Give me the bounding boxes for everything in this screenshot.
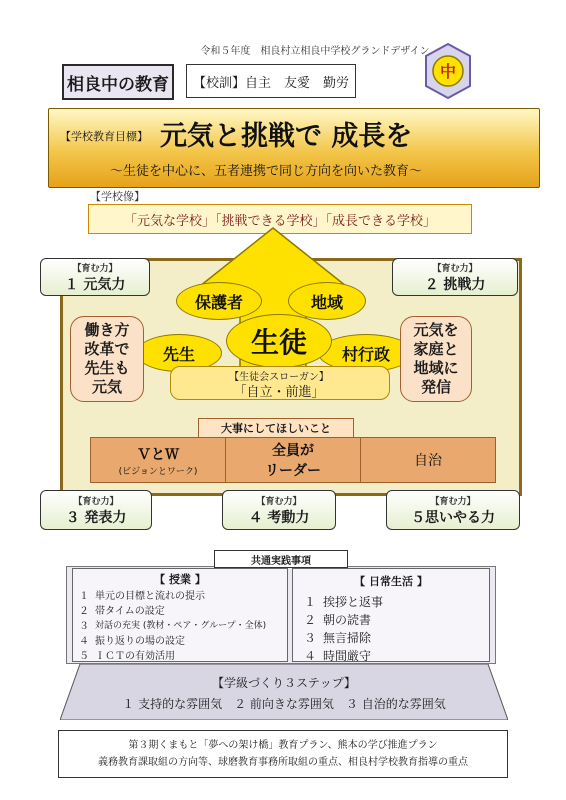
power-label-5: ５思いやる力	[411, 509, 495, 526]
power-tag: 【育む力】	[256, 496, 302, 507]
lesson-num: ４	[79, 636, 89, 647]
daily-item	[297, 593, 489, 611]
side-left-line-2: 改革で	[84, 340, 130, 358]
lesson-text: 対話の充実 (教材・ペア・グループ・全体)	[95, 621, 267, 631]
school-image-tag: 【学校像】	[90, 190, 145, 203]
school-emblem-icon	[420, 42, 476, 100]
goal-tag: 【学校教育目標】	[60, 130, 148, 143]
daily-num: ４	[303, 649, 316, 663]
power-label-2: ２ 挑戦力	[424, 276, 486, 293]
daily-item	[297, 647, 489, 665]
side-right-box	[400, 316, 472, 402]
important-cell-1	[91, 438, 226, 482]
lesson-text: ＩＣＴの有効活用	[95, 651, 175, 662]
side-right-line-3: 地域に	[413, 359, 459, 377]
power-label-1: １ 元気力	[64, 276, 126, 293]
footer-line-1: 第３期くまもと「夢への架け橋」教育プラン、熊本の学び推進プラン	[128, 740, 438, 751]
oval-community: 地域	[288, 282, 366, 320]
daily-item	[297, 611, 489, 629]
important-row	[90, 437, 496, 483]
lesson-text: 単元の目標と流れの提示	[95, 591, 205, 602]
slogan-text: 「自立・前進」	[233, 385, 325, 400]
daily-text: 無言掃除	[323, 631, 372, 645]
power-tag: 【育む力】	[432, 263, 478, 274]
slogan-tag: 【生徒会スローガン】	[229, 372, 329, 383]
footer-box	[58, 730, 508, 778]
power-box-2	[392, 258, 518, 296]
class-steps-text: １ 支持的な雰囲気 ２ 前向きな雰囲気 ３ 自治的な雰囲気	[122, 697, 446, 711]
power-box-4	[222, 490, 336, 530]
common-label: 共通実践事項	[214, 550, 348, 568]
goal-sub-text: ～生徒を中心に、五者連携で同じ方向を向いた教育～	[110, 164, 423, 179]
side-right-line-2: 家庭と	[413, 340, 459, 358]
side-left-line-3: 先生も	[84, 359, 130, 377]
page-header: 令和５年度 相良村立相良中学校グランドデザイン	[200, 46, 430, 57]
side-right-line-4: 発信	[420, 378, 451, 396]
lesson-text: 帯タイムの設定	[95, 606, 165, 617]
power-box-1	[40, 258, 150, 296]
daily-column	[292, 568, 490, 662]
power-box-3	[40, 490, 152, 530]
power-tag: 【育む力】	[72, 263, 118, 274]
daily-num: １	[303, 595, 316, 609]
important-cell-1-sub: (ビジョンとワーク)	[118, 466, 198, 477]
lesson-num: ２	[79, 606, 89, 617]
lessons-title: 【 授業 】	[154, 573, 206, 586]
power-box-5	[386, 490, 520, 530]
important-cell-3-main: 自治	[414, 453, 442, 469]
footer-line-2: 義務教育課取組の方向等、球磨教育事務所取組の重点、相良村学校教育指導の重点	[98, 757, 468, 768]
daily-text: 挨拶と返事	[323, 595, 384, 609]
daily-text: 朝の読書	[323, 613, 372, 627]
lesson-item	[73, 619, 287, 634]
important-cell-2-sub: リーダー	[265, 463, 321, 479]
lesson-text: 振り返りの場の設定	[95, 636, 185, 647]
lesson-num: ３	[79, 621, 89, 632]
daily-text: 時間厳守	[323, 649, 372, 663]
school-image-text: 「元気な学校」「挑戦できる学校」「成長できる学校」	[88, 204, 472, 234]
important-cell-3	[361, 438, 495, 482]
important-label: 大事にしてほしいこと	[198, 418, 354, 438]
lesson-item	[73, 649, 287, 664]
power-tag: 【育む力】	[430, 496, 476, 507]
lesson-num: １	[79, 591, 89, 602]
important-cell-2-main: 全員が	[272, 443, 314, 459]
goal-main-text: 元気と挑戦で 成長を	[160, 121, 413, 152]
power-label-4: ４ 考動力	[248, 509, 310, 526]
important-cell-2	[226, 438, 361, 482]
school-motto: 【校訓】自主 友愛 勤労	[186, 64, 356, 98]
daily-num: ２	[303, 613, 316, 627]
power-tag: 【育む力】	[73, 496, 119, 507]
oval-guardians: 保護者	[176, 282, 262, 320]
side-left-box	[70, 316, 144, 402]
side-left-line-4: 元気	[91, 378, 122, 396]
side-right-line-1: 元気を	[413, 321, 459, 339]
oval-village-admin: 村行政	[318, 334, 414, 372]
lessons-column	[72, 568, 288, 662]
oval-teachers: 先生	[136, 334, 222, 372]
side-left-line-1: 働き方	[84, 321, 130, 339]
lesson-item	[73, 634, 287, 649]
lesson-item	[73, 604, 287, 619]
center-student: 生徒	[226, 314, 332, 368]
daily-num: ３	[303, 631, 316, 645]
daily-item	[297, 629, 489, 647]
school-education-title: 相良中の教育	[62, 64, 174, 100]
daily-title: 【 日常生活 】	[354, 575, 428, 588]
emblem-char: 中	[439, 62, 457, 81]
power-label-3: ３ 発表力	[65, 509, 127, 526]
lesson-num: ５	[79, 651, 89, 662]
class-steps-title: 【学級づくり３ステップ】	[212, 676, 356, 690]
important-cell-1-main: ＶとＷ	[137, 446, 179, 463]
lesson-item	[73, 589, 287, 604]
